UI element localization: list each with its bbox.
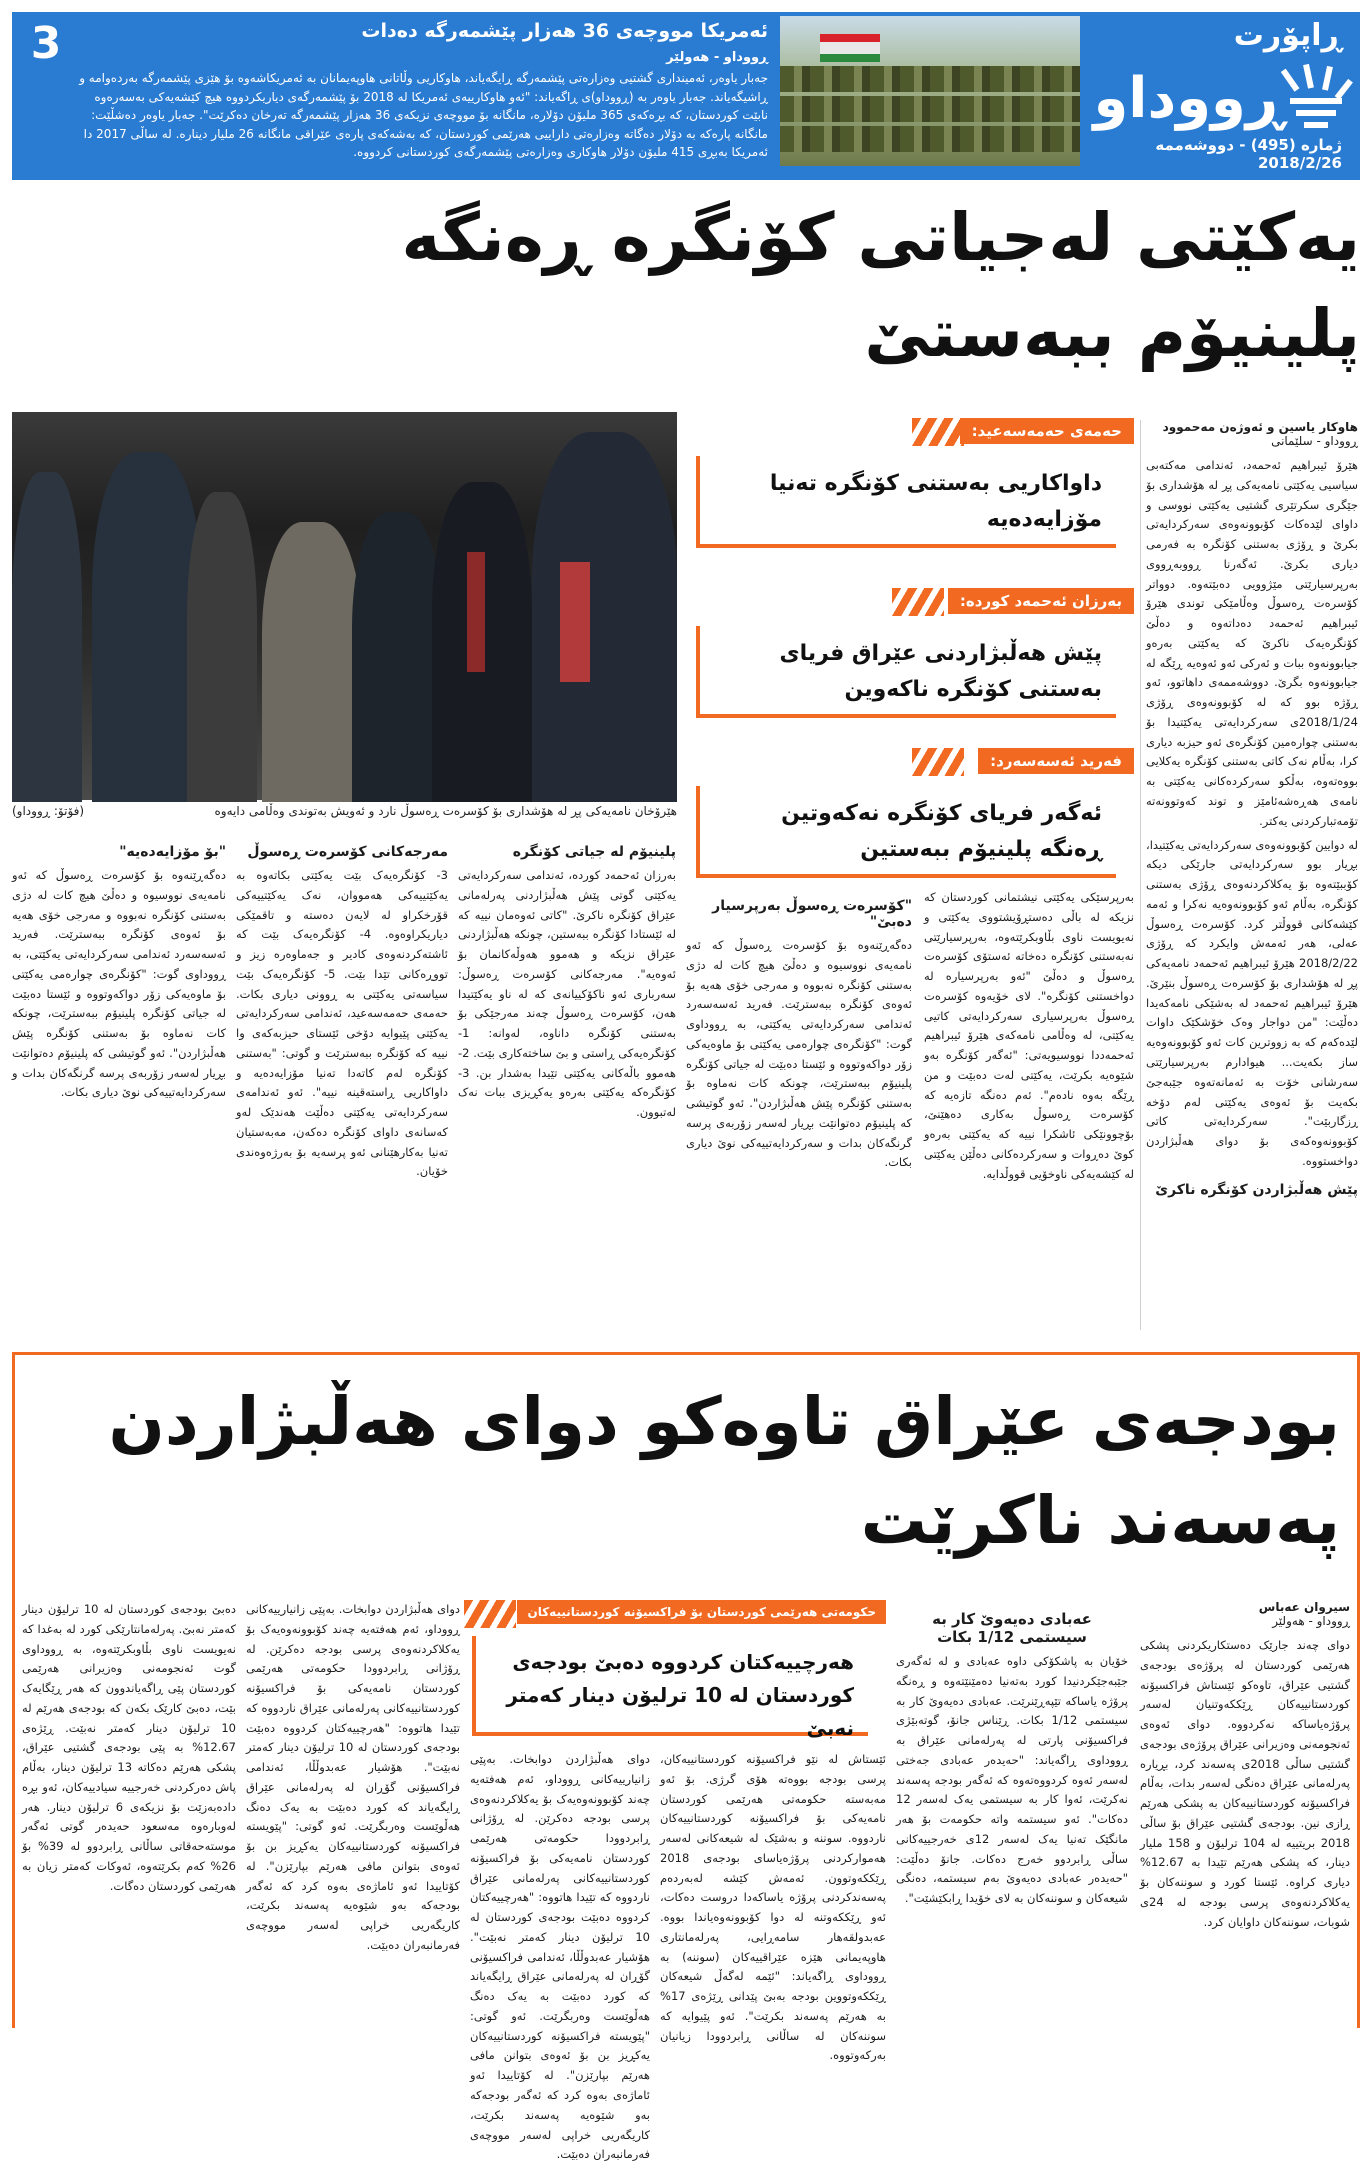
story2-column-3 bbox=[660, 1750, 886, 2063]
column-divider bbox=[1140, 420, 1141, 1330]
story1-author: هاوکار یاسین و ئەوژەن مەحموود bbox=[1162, 420, 1358, 434]
newspaper-logo bbox=[1084, 16, 1354, 172]
story1-column-4 bbox=[458, 834, 676, 1330]
story1-col2-text: لە دوایین کۆبوونەوەی سەرکردایەتی یەکێتیدا، بڕیار بوو سەرکردایەتی جارێکی دیکە کۆببێتەوە بۆ یەکلاکردنەوەی ڕۆژی بەستنی کۆنگرە، بەڵام ئەو کۆبوونەوەیە نەکرا و ئەمە کێشەکانی قووڵتر کرد. کۆسرەت ڕەسوڵ عەلی، هەر ئەمەش وایکرد کە ڕۆژی 2018/2/22 هێرۆ ئیبراهیم ئەحمەد نامەیەکی پڕ لە هۆشداری بۆ کۆسرەت ڕەسوڵ بنێرێ. هێرۆ ئیبراهیم ئەحمەد لە بەشێکی نامەکەیدا دەڵێت: "من دواجار وەک خۆشکێک داوات لێدەکەم کە بە زووترین کات ئەو کۆبوونەوەیە ساز بکەیت... هیوادارم بەرپرسیارێتی سەرشانی خۆت بە ئەمانەتەوە جێبەجێ بکەیت بۆ ئەوەی یەکێتی لەم دۆخە ڕزگاربێت". سەرکردایەتی کاتی کۆبوونەوەکەی بۆ دوای هەڵبژاردن دواخستووە. bbox=[1146, 837, 1358, 1168]
story2-quote-box bbox=[470, 1600, 886, 1740]
subhead-2: "کۆسرەت ڕەسوڵ بەرپرسیار دەبێ" bbox=[712, 898, 912, 930]
story2-column-3b bbox=[470, 1750, 650, 2162]
story1-headline-line2: پلینیۆم ببەستێ bbox=[864, 294, 1360, 372]
story1-column-5 bbox=[236, 834, 448, 1330]
story2-headline bbox=[90, 1372, 1340, 1592]
story2-col4-text: دوای هەڵبژاردن دوابخات. بەپێی زانیارییەکانی ڕووداو، ئەم هەفتەیە چەند کۆبوونەوەیەک بۆ یەکلاکردنەوەی پرسی بودجە دەکرێن. لە ڕۆژانی ڕابردوودا حکومەتی هەرێمی کوردستان نامەیەکی بۆ فراکسیۆنە کوردستانییەکانی پەرلەمانی عێراق ناردووە کە تێیدا هاتووە: "هەرچییەکتان کردووە دەبێت بودجەی کوردستان لە 10 ترلیۆن دینار کەمتر نەبێت". هۆشیار عەبدوڵڵا، ئەندامی فراکسیۆنی گۆڕان لە پەرلەمانی عێراق ڕایگەیاند کە کورد دەبێت بە یەک دەنگ هەڵوێست وەربگرێت. ئەو گوتی: "پێویستە فراکسیۆنە کوردستانییەکان یەکڕیز بن بۆ ئەوەی بتوانن مافی هەرێم بپارێزن". لە کۆتاییدا ئەو ئاماژەی بەوە کرد کە ئەگەر بودجەکە بەو شێوەیە پەسەند بکرێت، کاریگەریی خراپی لەسەر مووچەی فەرمانبەران دەبێت. bbox=[246, 1602, 460, 1953]
story1-headline bbox=[330, 190, 1360, 400]
sun-rays-icon bbox=[1286, 62, 1346, 132]
quote-speaker: فەرید ئەسەسەرد: bbox=[978, 748, 1134, 774]
news-brief bbox=[76, 20, 768, 170]
photo-credit: (فۆتۆ: ڕووداو) bbox=[12, 804, 85, 818]
subhead-5: "بۆ مۆزایەدەیە" bbox=[119, 844, 226, 860]
story2-quote-text: هەرچییەکتان کردووە دەبێ بودجەی کوردستان لە 10 ترلیۆن دینار کەمتر نەبێ bbox=[472, 1636, 868, 1736]
story2-column-1 bbox=[1140, 1600, 1350, 2026]
story1-column-3 bbox=[686, 888, 912, 1330]
politicians-photo bbox=[12, 412, 677, 800]
brief-title: ئەمریکا مووچەی 36 هەزار پێشمەرگە دەدات bbox=[361, 20, 768, 42]
story2-quote-tag: حکومەتی هەرێمی کوردستان بۆ فراکسیۆنە کوردستانییەکان bbox=[517, 1600, 886, 1624]
story1-col5-text: بەرزان ئەحمەد کوردە، ئەندامی سەرکردایەتی یەکێتی گوتی پێش هەڵبژاردنی پەرلەمانی عێراق کۆنگرە ناکرێ. "کاتی ئەوەمان نییە کە لە ئێستادا کۆنگرە ببەستین، چونکە هەڵبژاردنی عێراق نزیکە و هەموو هەوڵەکانمان بۆ ئەوەیە". مەرجەکانی کۆسرەت ڕەسوڵ: سەرباری ئەو ناکۆکییانەی کە لە ناو یەکێتیدا هەن، کۆسرەت ڕەسوڵ چەند مەرجێکی بۆ بەستنی کۆنگرە داناوە، لەوانە: 1- کۆنگرەیەکی ڕاستی و بێ ساختەکاری بێت. 2- هەموو باڵەکانی یەکێتی تێیدا بەشدار بن. 3- کۆنگرەکە یەکێتی بەرەو یەکڕیزی ببات نەک لەتبوون. bbox=[458, 868, 676, 1120]
photo-caption bbox=[12, 804, 677, 826]
story2-col3-text: ئێستاش لە نێو فراکسیۆنە کوردستانییەکان، پرسی بودجە بووەتە هۆی گرژی. بۆ ئەو مەبەستە حکومەتی هەرێمی کوردستان نامەیەکی بۆ فراکسیۆنە کوردستانییەکان ناردووە. سوننە و بەشێک لە شیعەکانی لەسەر هەموارکردنی پرۆژەیاسای بودجەی 2018 ڕێککەوتوون. ئەمەش کێشە لەبەردەم پەسەندکردنی پرۆژە یاساکەدا دروست دەکات، ئەو ڕێککەوتنە لە دوا کۆبوونەوەیاندا بووە. عەبدولقەهار سامەڕایی، پەرلەمانتاری هاوپەیمانی هێزە عێراقییەکان (سوننە) بە ڕووداوی ڕاگەیاند: "ئێمە لەگەڵ شیعەکان ڕێککەوتووین بودجە بەبێ پێدانی ڕێژەی 17% بە هەرێم پەسەند بکرێت". ئەو پێیوایە کە سوننەکان لە ساڵانی ڕابردوودا زیانیان بەرکەوتووە. bbox=[660, 1752, 886, 2063]
story1-col3-text: بەرپرسێکی یەکێتی نیشتمانی کوردستان کە نزیکە لە باڵی دەستڕۆیشتووی یەکێتی و نەیویست ناوی بڵاوبکرێتەوە، بەرپرسیارێتی نەبەستنی کۆنگرە دەخاتە ئەستۆی کۆسرەت ڕەسوڵ و دەڵێ "ئەو بەرپرسیارە لە دواخستنی کۆنگرە". لای خۆیەوە کۆسرەت ڕەسوڵ بەرپرسیاری سەرکردایەتی کاتیی یەکێتی، لە وەڵامی نامەکەی هێرۆ ئیبراهیم ئەحمەددا نووسیویەتی: "ئەگەر کۆنگرە بەو شێوەیە بکرێت، یەکێتی لەت دەبێت و من ڕێگە بەوە نادەم". ئەم دەنگە تازەیە کە کۆسرەت ڕەسوڵ بەکاری دەهێنێ، بۆچوونێکی ئاشکرا نییە کە یەکێتی بەرەو کوێ دەڕوات و سەرکردەکانی دەڵێن یەکێتی لە کێشەیەکی ناوخۆیی قووڵدایە. bbox=[924, 890, 1134, 1181]
brief-byline: ڕووداو - هەولێر bbox=[666, 50, 768, 65]
story2-col3b-text: دوای هەڵبژاردن دوابخات. بەپێی زانیارییەکانی ڕووداو، ئەم هەفتەیە چەند کۆبوونەوەیەک بۆ یەکلاکردنەوەی پرسی بودجە دەکرێن. لە ڕۆژانی ڕابردوودا حکومەتی هەرێمی کوردستان نامەیەکی بۆ فراکسیۆنە کوردستانییەکانی پەرلەمانی عێراق ناردووە کە تێیدا هاتووە: "هەرچییەکتان کردووە دەبێت بودجەی کوردستان لە 10 ترلیۆن دینار کەمتر نەبێت". هۆشیار عەبدوڵڵا، ئەندامی فراکسیۆنی گۆڕان لە پەرلەمانی عێراق ڕایگەیاند کە کورد دەبێت بە یەک دەنگ هەڵوێست وەربگرێت. ئەو گوتی: "پێویستە فراکسیۆنە کوردستانییەکان یەکڕیز بن بۆ ئەوەی بتوانن مافی هەرێم بپارێزن". لە کۆتاییدا ئەو ئاماژەی بەوە کرد کە ئەگەر بودجەکە بەو شێوەیە پەسەند بکرێت، کاریگەریی خراپی لەسەر مووچەی فەرمانبەران دەبێت. bbox=[470, 1752, 650, 2162]
story2-headline-line1: بودجەی عێراق تاوەکو دوای هەڵبژاردن bbox=[108, 1383, 1340, 1460]
story2-col1-text: دوای چەند جارێک دەستکاریکردنی پشکی هەرێمی کوردستان لە پرۆژەی بودجەی گشتیی عێراق، تاوەکو ئێستاش فراکسیۆنە کوردستانییەکان ڕێککەوتنیان لەسەر پرۆژەیاساکە نەکردووە. دوای ئەوەی ئەنجومەنی وەزیرانی عێراق پرۆژەی بودجەی گشتیی ساڵی 2018ی پەسەند کرد، بڕیارە پەرلەمانی عێراق دەنگی لەسەر بدات، بەڵام فراکسیۆنە کوردستانییەکان بە پشکی هەرێم ڕازی نین. بودجەی گشتیی عێراق بۆ ساڵی 2018 بریتییە لە 104 ترلیۆن و 158 ملیار دینار، کە پشکی هەرێم تێیدا بە 12.67% دیاری کراوە. ئێستا کورد و سوننەکان بۆ یەکلاکردنەوەی پرسی بودجە لە 24ی شوبات، سوننەکان داوایان کرد. bbox=[1140, 1638, 1350, 1929]
story1-col6-text: 3- کۆنگرەیەک بێت یەکێتی بکاتەوە بە یەکێتییەکی هەمووان، نەک یەکێتییەکی قۆرخکراو لە لایەن دەستە و تاقمێکی دیاریکراوەوە. 4- کۆنگرەیەک بێت کە ئاشتەکردنەوەی کادیر و جەماوەرە زیز و تووڕەکانی تێدا بێت. 5- کۆنگرەیەک بێت سیاسەتی یەکێتی بە ڕوونی دیاری بکات. حەمەی حەمەسەعید، ئەندامی سەرکردایەتی یەکێتی پێیوایە دۆخی ئێستای حیزبەکەی وا نییە کە کۆنگرە ببەسترێت و گوتی: "بەستنی کۆنگرە لەم کاتەدا تەنیا مۆزایەدەیە و داواکاریی ڕاستەقینە نییە". ئەو ئەندامەی سەرکردایەتی یەکێتی دەڵێت هەندێک لەو کەسانەی داوای کۆنگرە دەکەن، مەبەستیان تەنیا بەکارهێنانی ئەو پرسەیە بۆ بەرژەوەندی خۆیان. bbox=[236, 868, 448, 1179]
brief-text: جەبار یاوەر، ئەمینداری گشتیی وەزارەتی پێشمەرگە ڕایگەیاند، هاوکاریی وڵاتانی هاوپەیمانان بە ئەمریکاشەوە بۆ هێزی پێشمەرگە بەردەوامە و ڕاشیگەیاند. جەبار یاوەر بە (ڕووداو)ی ڕاگەیاند: "ئەو هاوکارییەی ئەمریکا لە 2018 بۆ پێشمەرگەی دیاریکردووە هیچ کێشەیەکی بەسەرەوە نابێت کوردستان، کە بڕەکەی 365 ملیۆن دۆلارە، مانگانە بۆ مووچەی نزیکەی 36 هەزار پێشمەرگە تەرخان دەکرێت". جەبار یاوەر دەشڵێت: مانگانە پارەکە بە دۆلار دەگاتە وەزارەتی داراییی هەرێمی کوردستان، کە بەشەکەی پارەی عێراقی مانگانە 26 ملیار دینارە. لە ساڵی 2017 دا ئەمریکا بەبڕی 415 ملیۆن دۆلار هاوکاری وەزارەتی پێشمەرگەی کوردستانی کردووە. bbox=[79, 71, 768, 160]
story2-col2-text: خۆیان بە پاشکۆکی داوە عەبادی و لە ئەگەری جێبەجێکردنیدا کورد بەتەنیا دەمێنێتەوە و ڕەنگە پرۆژە یاساکە تێپەڕێنرێت. عەبادی دەیەوێ کار بە سیستمی 1/12 بکات. ڕێناس جانۆ، گوتەبێژی فراکسیۆنی پارتی لە پەرلەمانی عێراق بە ڕووداوی ڕاگەیاند: "حەیدەر عەبادی جەختی لەسەر ئەوە کردووەتەوە کە ئەگەر بودجە پەسەند نەکرێت، ئەوا کار بە سیستمی یەک لەسەر 12 دەکات". ئەو سیستمە واتە حکومەت بۆ هەر مانگێک تەنیا یەک لەسەر 12ی خەرجییەکانی ساڵی ڕابردوو خەرج دەکات. جانۆ دەڵێت: "حەیدەر عەبادی دەیەوێ بەم سیستمە، دەنگی شیعەکان و سوننەکان بە لای خۆیدا ڕابکێشێت". bbox=[896, 1654, 1129, 1906]
soldiers-photo bbox=[780, 16, 1080, 166]
story1-column-1 bbox=[1146, 420, 1358, 1330]
story2-column-2 bbox=[896, 1600, 1128, 2026]
story2-column-5 bbox=[22, 1600, 236, 2026]
quote-speaker: بەرزان ئەحمەد کوردە: bbox=[948, 588, 1134, 614]
photo-caption-text: هێرۆخان نامەیەکی پڕ لە هۆشداری بۆ کۆسرەت ڕەسوڵ نارد و ئەویش بەتوندی وەڵامی دایەوە bbox=[214, 804, 677, 818]
story2-headline-line2: پەسەند ناکرێت bbox=[860, 1482, 1340, 1559]
story2-author-location: ڕووداو - هەولێر bbox=[1272, 1614, 1350, 1628]
quote-box-2 bbox=[686, 588, 1134, 720]
story2-author: سیروان عەباس bbox=[1258, 1600, 1350, 1614]
story2-col5-text: دەبێ بودجەی کوردستان لە 10 ترلیۆن دینار کەمتر نەبێ. پەرلەمانتارێکی کورد لە بەغدا کە نەیویست ناوی بڵاوبکرێتەوە، بە ڕووداوی گوت ئەنجومەنی وەزیرانی هەرێمی کوردستان پێی ڕاگەیاندوون کە هەر ڕێگایەک بێت، دەبێ کارێک بکەن کە بودجەی هەرێم لە 10 ترلیۆن دینار کەمتر نەبێت. ڕێژەی 12.67% بە پێی بودجەی گشتیی عێراق، پشکی هەرێم دەکاتە 13 ترلیۆن دینار، بەڵام پاش دەرکردنی خەرجییە سیادییەکان، ئەو بڕە دادەبەزێت بۆ نزیکەی 6 ترلیۆن دینار. هەر لەوبارەوە مەسعود حەیدەر گوتی ئەگەر موستەحەقاتی ساڵانی ڕابردوو لە 39% بۆ 26% کەم بکرێتەوە، ئەوکات کەمتر زیان بە هەرێمی کوردستان دەگات. bbox=[22, 1602, 236, 1893]
story2-subhead: عەبادی دەیەوێ کار بە سیستمی 1/12 بکات bbox=[932, 1610, 1092, 1646]
quote-text: داواکاریی بەستنی کۆنگرە تەنیا مۆزایەدەیە bbox=[696, 456, 1116, 548]
quote-speaker: حەمەی حەمەسەعید: bbox=[960, 418, 1134, 444]
story2-column-4 bbox=[246, 1600, 460, 2026]
quote-box-3 bbox=[686, 748, 1134, 880]
page-number: 3 bbox=[30, 18, 62, 69]
story1-col6b-text: دەگەڕێنەوە بۆ کۆسرەت ڕەسوڵ کە ئەو نامەیەی نووسیوە و دەڵێ هیچ کات لە دژی بەستنی کۆنگرە نەبووە و مەرجی خۆی هەیە بۆ ئەوەی کۆنگرە ببەسترێت. فەرید ئەسەسەرد ئەندامی سەرکردایەتی یەکێتی، بە ڕووداوی گوت: "کۆنگرەی چوارەمی یەکێتی بۆ ماوەیەکی زۆر دواکەوتووە و ئێستا دەبێت لە جیاتی کۆنگرە پلینیۆم ببەسترێت، چونکە کات نەماوە بۆ بەستنی کۆنگرە پێش هەڵبژاردن". ئەو گوتیشی کە پلینیۆم دەتوانێت بڕیار لەسەر زۆربەی پرسە گرنگەکان بدات و سەرکردایەتییەکی نوێ دیاری بکات. bbox=[12, 868, 226, 1100]
quote-text: پێش هەڵبژاردنی عێراق فریای بەستنی کۆنگرە ناکەوین bbox=[696, 626, 1116, 718]
chevron-decoration bbox=[892, 588, 944, 616]
quote-text: ئەگەر فریای کۆنگرە نەکەوتین ڕەنگە پلینیۆم ببەستین bbox=[696, 786, 1116, 878]
issue-info: ژمارە (495) - دووشەممە 2018/2/26 bbox=[1155, 136, 1342, 172]
subhead-3: پلینیۆم لە جیاتی کۆنگرە bbox=[512, 844, 676, 860]
story1-column-2 bbox=[924, 888, 1134, 1330]
chevron-decoration bbox=[912, 418, 964, 446]
chevron-decoration bbox=[912, 748, 964, 776]
story1-headline-line1: یەکێتی لەجیاتی کۆنگرە ڕەنگە bbox=[401, 199, 1360, 276]
subhead-4: مەرجەکانی کۆسرەت ڕەسوڵ bbox=[247, 844, 448, 860]
chevron-decoration bbox=[464, 1600, 516, 1628]
story1-author-location: ڕووداو - سلێمانی bbox=[1271, 434, 1358, 448]
brand-name: ڕووداو bbox=[1093, 66, 1284, 131]
section-label: ڕاپۆرت bbox=[1233, 18, 1342, 53]
story1-col4-text: دەگەڕێنەوە بۆ کۆسرەت ڕەسوڵ کە ئەو نامەیەی نووسیوە و دەڵێ هیچ کات لە دژی بەستنی کۆنگرە نەبووە و مەرجی خۆی هەیە بۆ ئەوەی کۆنگرە ببەسترێت. فەرید ئەسەسەرد ئەندامی سەرکردایەتی یەکێتی، بە ڕووداوی گوت: "کۆنگرەی چوارەمی یەکێتی بۆ ماوەیەکی زۆر دواکەوتووە و ئێستا دەبێت لە جیاتی کۆنگرە پلینیۆم ببەسترێت، چونکە کات نەماوە بۆ بەستنی کۆنگرە پێش هەڵبژاردن". ئەو گوتیشی کە پلینیۆم دەتوانێت بڕیار لەسەر زۆربەی پرسە گرنگەکان بدات و سەرکردایەتییەکی نوێ دیاری بکات. bbox=[686, 938, 912, 1170]
story1-col1-text: هێرۆ ئیبراهیم ئەحمەد، ئەندامی مەکتەبی سیاسیی یەکێتی نامەیەکی پڕ لە هۆشداری بۆ جێگری سکرتێری گشتیی یەکێتی نووسی و داوای لێدەکات کۆبوونەوەی سەرکردایەتی بکرێ و ڕۆژی بەستنی کۆنگرە بە فەرمی دیاری بکرێ. ئەگەرنا ڕووبەڕووی بەرپرسیارێتی مێژوویی دەبێتەوە. دوواتر کۆسرەت ڕەسوڵ وەڵامێکی توندی هێرۆ ئیبراهیم ئەحمەد دەداتەوە و دەڵێ کۆنگرەیەک ناکرێ کە یەکێتی بەرەو جیابوونەوە ببات و ئەرکی ئەو ئەوەیە ڕێگە لە جیابوونەوە بگرێ. دووشەممەی داهاتوو، ئەو ڕۆژە بوو کە لە کۆبوونەوەی ڕۆژی 2018/1/24ی سەرکردایەتی یەکێتیدا بۆ بەستنی چوارەمین کۆنگرەی ئەو حیزبە دیاری کرا، بەڵام نەک کاتی بەستنی کۆنگرە یەکلایی بووەتەوە، بەڵکو سەرکردەکانی یەکێتی بە نامەی هەڕەشەئامێز و توند کەوتوونەتە تۆمەتبارکردنی یەکتر. bbox=[1146, 458, 1358, 828]
quote-box-1 bbox=[686, 418, 1134, 550]
subhead-1: پێش هەڵبژاردن کۆنگرە ناکرێ bbox=[1155, 1181, 1358, 1198]
story1-column-6 bbox=[12, 834, 226, 1330]
